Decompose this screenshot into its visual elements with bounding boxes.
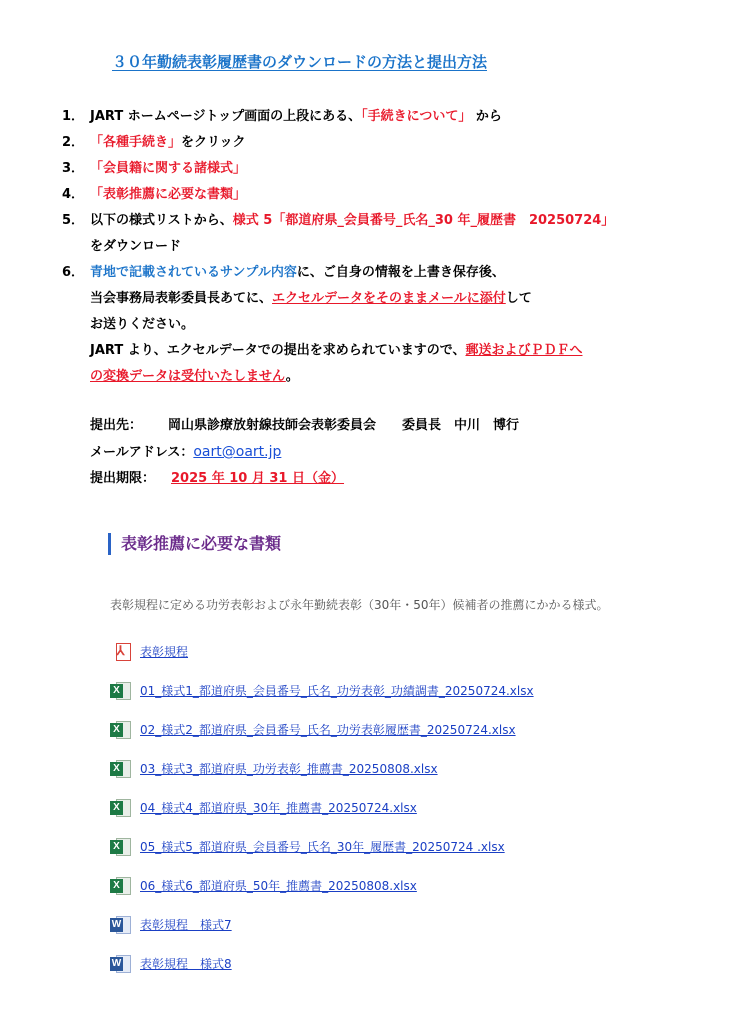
section-heading: 表彰推薦に必要な書類 xyxy=(108,533,281,555)
step-highlight: 郵送およびＰＤＦへ xyxy=(465,343,583,358)
step-6-line3 xyxy=(62,312,702,338)
step-6 xyxy=(62,260,702,286)
step-6-line4 xyxy=(62,338,702,364)
excel-icon: X xyxy=(110,798,132,818)
step-text: 当会事務局表彰委員長あてに、 xyxy=(90,291,273,306)
step-text: から xyxy=(471,109,502,124)
submit-to-person: 委員長 中川 博行 xyxy=(402,418,520,433)
excel-icon: X xyxy=(110,837,132,857)
step-text: 以下の様式リストから、 xyxy=(90,213,233,228)
step-text: をクリック xyxy=(181,135,246,150)
file-link[interactable]: 04_様式4_都道府県_30年_推薦書_20250724.xlsx xyxy=(140,801,417,815)
file-link[interactable]: 表彰規程 様式7 xyxy=(140,918,232,932)
step-highlight: エクセルデータをそのままメールに添付 xyxy=(272,291,506,306)
list-item xyxy=(110,710,534,749)
step-highlight-blue: 青地で記載されているサンプル内容 xyxy=(90,265,297,280)
word-icon: W xyxy=(110,954,132,974)
step-2 xyxy=(62,130,702,156)
step-text: に、ご自身の情報を上書き保存後、 xyxy=(296,265,505,280)
step-number: 3． xyxy=(62,161,85,176)
step-6-line5 xyxy=(62,364,702,390)
page-title: ３０年勤続表彰履歴書のダウンロードの方法と提出方法 xyxy=(112,53,488,71)
excel-icon: X xyxy=(110,876,132,896)
file-link[interactable]: 01_様式1_都道府県_会員番号_氏名_功労表彰_功績調書_20250724.xlsx xyxy=(140,684,534,698)
step-5-continued xyxy=(62,234,702,260)
step-5 xyxy=(62,208,702,234)
mail-label: メールアドレス： xyxy=(90,445,194,460)
file-link[interactable]: 05_様式5_都道府県_会員番号_氏名_30年_履歴書_20250724 .xlsx xyxy=(140,840,505,854)
deadline-value: 2025 年 10 月 31 日（金） xyxy=(171,471,345,486)
list-item xyxy=(110,905,534,944)
list-item xyxy=(110,866,534,905)
step-1 xyxy=(62,104,702,130)
deadline-row xyxy=(90,466,519,492)
file-link[interactable]: 表彰規程 様式8 xyxy=(140,957,232,971)
list-item xyxy=(110,944,534,983)
step-highlight: 「表彰推薦に必要な書類」 xyxy=(90,187,247,202)
step-text: JART ホームページトップ画面の上段にある、 xyxy=(90,109,362,124)
list-item xyxy=(110,827,534,866)
step-text: して xyxy=(505,291,532,306)
excel-icon: X xyxy=(110,720,132,740)
submit-to-org: 岡山県診療放射線技師会表彰委員会 xyxy=(168,418,377,433)
step-number: 2． xyxy=(62,135,85,150)
mail-row xyxy=(90,439,519,466)
step-4 xyxy=(62,182,702,208)
section-description: 表彰規程に定める功労表彰および永年勤続表彰（30年・50年）候補者の推薦にかかる様式。 xyxy=(110,598,609,612)
step-number: 5． xyxy=(62,213,85,228)
step-highlight: 「各種手続き」 xyxy=(90,135,182,150)
step-text: お送りください。 xyxy=(90,317,195,332)
submit-to-label: 提出先： xyxy=(90,418,143,433)
file-link[interactable]: 03_様式3_都道府県_功労表彰_推薦書_20250808.xlsx xyxy=(140,762,438,776)
list-item xyxy=(110,788,534,827)
file-link[interactable]: 02_様式2_都道府県_会員番号_氏名_功労表彰履歴書_20250724.xlsx xyxy=(140,723,516,737)
step-number: 4． xyxy=(62,187,85,202)
step-text: JART より、エクセルデータでの提出を求められていますので、 xyxy=(90,343,466,358)
submit-to-row xyxy=(90,413,519,439)
list-item xyxy=(110,632,534,671)
step-highlight: 「手続きについて」 xyxy=(361,109,472,124)
mail-link[interactable]: oart@oart.jp xyxy=(193,444,282,460)
file-link[interactable]: 表彰規程 xyxy=(140,645,189,659)
list-item xyxy=(110,671,534,710)
excel-icon: X xyxy=(110,759,132,779)
instruction-steps xyxy=(62,104,702,390)
step-highlight: 「会員籍に関する諸様式」 xyxy=(90,161,247,176)
step-6-line2 xyxy=(62,286,702,312)
deadline-label: 提出期限： xyxy=(90,471,156,486)
file-list xyxy=(110,632,534,983)
word-icon: W xyxy=(110,915,132,935)
list-item xyxy=(110,749,534,788)
pdf-icon: ⅄ xyxy=(110,642,132,662)
file-link[interactable]: 06_様式6_都道府県_50年_推薦書_20250808.xlsx xyxy=(140,879,417,893)
step-number: 1． xyxy=(62,109,85,124)
step-number: 6． xyxy=(62,265,85,280)
step-3 xyxy=(62,156,702,182)
step-highlight: 様式 5「都道府県_会員番号_氏名_30 年_履歴書 20250724」 xyxy=(232,213,615,228)
submission-info xyxy=(90,413,519,492)
step-text: 。 xyxy=(285,369,299,384)
excel-icon: X xyxy=(110,681,132,701)
step-highlight: の変換データは受付いたしません xyxy=(90,369,286,384)
step-text: をダウンロード xyxy=(90,239,182,254)
